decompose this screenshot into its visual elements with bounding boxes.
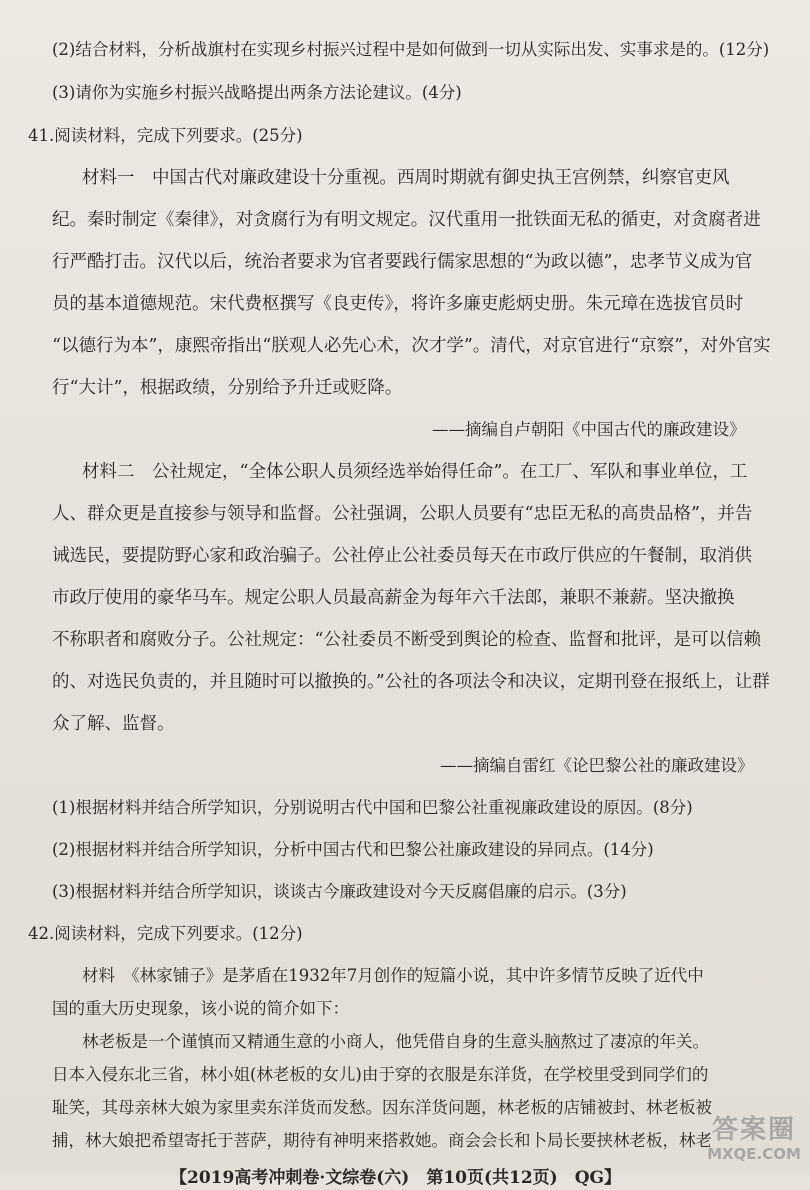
material-2-line: 人、群众更是直接参与领导和监督。公社强调，公职人员要有“忠臣无私的高贵品格”，并告 [52, 504, 753, 524]
material-2-source: ——摘编自雷红《论巴黎公社的廉政建设》 [440, 756, 754, 775]
material-2-line: 市政厅使用的豪华马车。规定公职人员最高薪金为每年六千法郎，兼职不兼薪。坚决撤换 [52, 588, 735, 608]
material-1-line: 行“大计”，根据政绩，分别给予升迁或贬降。 [52, 378, 403, 398]
page-footer: 【2019高考冲刺卷·文综卷(六) 第10页(共12页) QG】 [170, 1168, 622, 1188]
question-41-2: (2)根据材料并结合所学知识，分析中国古代和巴黎公社廉政建设的异同点。(14分) [52, 840, 654, 859]
material-1-line: 材料一 中国古代对廉政建设十分重视。西周时期就有御史执王宫例禁，纠察官吏风 [82, 168, 730, 188]
material-42-line: 国的重大历史现象，该小说的简介如下： [52, 999, 349, 1018]
question-41-1: (1)根据材料并结合所学知识，分别说明古代中国和巴黎公社重视廉政建设的原因。(8分) [52, 798, 693, 817]
material-42-line: 材料 《林家铺子》是茅盾在1932年7月创作的短篇小说，其中许多情节反映了近代中 [82, 966, 704, 985]
material-2-line: 诫选民，要提防野心家和政治骗子。公社停止公社委员每天在市政厅供应的午餐制，取消供 [52, 546, 752, 566]
material-42-line: 捕，林大娘把希望寄托于菩萨，期待有神明来搭救她。商会会长和卜局长要挟林老板，林老 [52, 1131, 712, 1150]
material-2-line: 不称职者和腐败分子。公社规定：“公社委员不断受到舆论的检查、监督和批评，是可以信赖 [52, 630, 761, 650]
material-2-line: 众了解、监督。 [52, 714, 175, 734]
material-1-line: 纪。秦时制定《秦律》，对贪腐行为有明文规定。汉代重用一批铁面无私的循吏，对贪腐者进 [52, 210, 761, 230]
material-42-line: 耻笑，其母亲林大娘为家里卖东洋货而发愁。因东洋货问题，林老板的店铺被封、林老板被 [52, 1098, 712, 1117]
material-1-source: ——摘编自卢朝阳《中国古代的廉政建设》 [432, 420, 746, 439]
material-2-line: 材料二 公社规定，“全体公职人员须经选举始得任命”。在工厂、军队和事业单位，工 [82, 462, 748, 482]
material-1-line: 行严酷打击。汉代以后，统治者要求为官者要践行儒家思想的“为政以德”，忠孝节义成为官 [52, 252, 753, 272]
question-42-title: 42.阅读材料，完成下列要求。(12分) [28, 924, 303, 943]
question-40-2: (2)结合材料，分析战旗村在实现乡村振兴过程中是如何做到一切从实际出发、实事求是的。(12分) [52, 40, 770, 59]
question-41-3: (3)根据材料并结合所学知识，谈谈古今廉政建设对今天反腐倡廉的启示。(3分) [52, 882, 627, 901]
watermark [704, 1109, 804, 1169]
watermark-url: MXQE.COM [707, 1145, 801, 1163]
material-1-line: “以德行为本”，康熙帝指出“朕观人必先心术，次才学”。清代，对京官进行“京察”，对外官实 [52, 336, 771, 356]
material-42-line: 日本入侵东北三省，林小姐(林老板的女儿)由于穿的衣服是东洋货，在学校里受到同学们的 [52, 1065, 709, 1084]
question-40-3: (3)请你为实施乡村振兴战略提出两条方法论建议。(4分) [52, 83, 462, 102]
question-41-title: 41.阅读材料，完成下列要求。(25分) [28, 126, 303, 145]
material-2-line: 的、对选民负责的，并且随时可以撤换的。”公社的各项法令和决议，定期刊登在报纸上，让群 [52, 672, 770, 692]
material-42-line: 林老板是一个谨慎而又精通生意的小商人，他凭借自身的生意头脑熬过了凄凉的年关。 [82, 1032, 709, 1051]
material-1-line: 员的基本道德规范。宋代费枢撰写《良吏传》，将许多廉吏彪炳史册。朱元璋在选拔官员时 [52, 294, 744, 314]
watermark-logo: 答案圈 [711, 1115, 796, 1145]
